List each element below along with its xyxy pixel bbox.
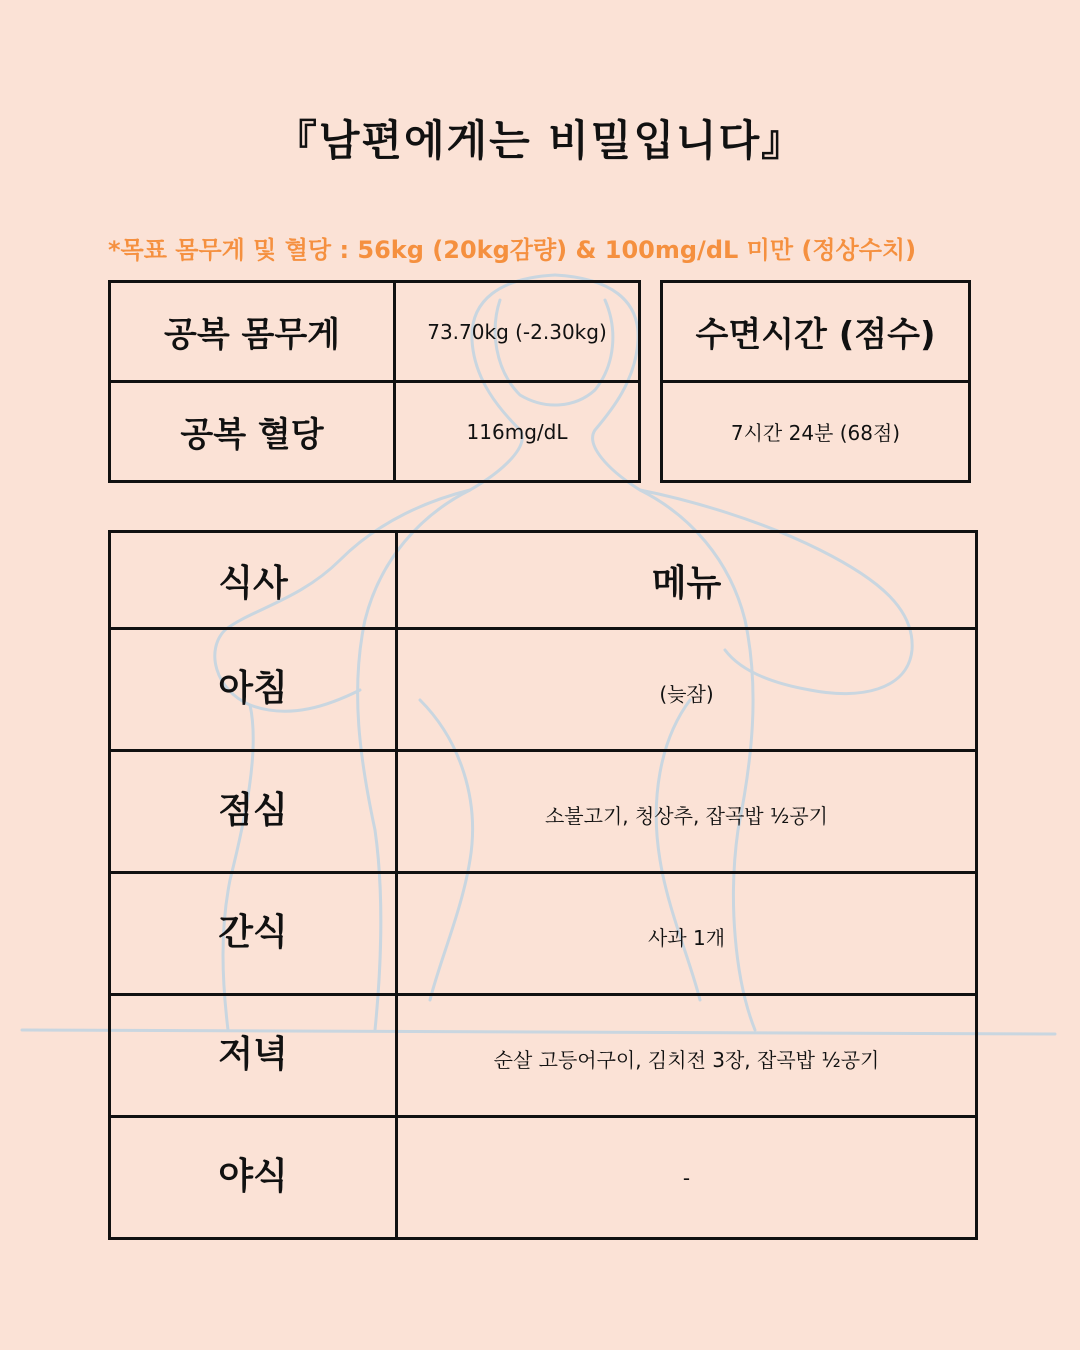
meal-dinner: 저녁	[110, 995, 397, 1117]
page-title: 『남편에게는 비밀입니다』	[274, 116, 806, 165]
menu-column-header: 메뉴	[397, 532, 977, 629]
metrics-table	[108, 280, 641, 483]
sleep-label: 수면시간 (점수)	[662, 282, 970, 382]
meal-column-header: 식사	[110, 532, 397, 629]
goal-text: *목표 몸무게 및 혈당 : 56kg (20kg감량) & 100mg/dL 미만 (정상수치)	[108, 236, 917, 264]
table-row	[110, 629, 977, 751]
menu-breakfast: (늦잠)	[397, 629, 977, 751]
menu-snack: 사과 1개	[397, 873, 977, 995]
fasting-sugar-value: 116mg/dL	[395, 382, 640, 482]
table-row	[110, 282, 640, 382]
meal-breakfast: 아침	[110, 629, 397, 751]
table-row	[110, 382, 640, 482]
table-row	[110, 751, 977, 873]
meals-header-row	[110, 532, 977, 629]
table-row	[110, 873, 977, 995]
meal-late-night: 야식	[110, 1117, 397, 1239]
menu-dinner: 순살 고등어구이, 김치전 3장, 잡곡밥 ½공기	[397, 995, 977, 1117]
meal-snack: 간식	[110, 873, 397, 995]
meals-table	[108, 530, 978, 1240]
sleep-value: 7시간 24분 (68점)	[662, 382, 970, 482]
fasting-weight-value: 73.70kg (-2.30kg)	[395, 282, 640, 382]
table-row	[662, 282, 970, 382]
fasting-sugar-label: 공복 혈당	[110, 382, 395, 482]
fasting-weight-label: 공복 몸무게	[110, 282, 395, 382]
table-row	[110, 1117, 977, 1239]
menu-lunch: 소불고기, 청상추, 잡곡밥 ½공기	[397, 751, 977, 873]
table-row	[110, 995, 977, 1117]
sleep-table	[660, 280, 971, 483]
meal-lunch: 점심	[110, 751, 397, 873]
menu-late-night: -	[397, 1117, 977, 1239]
table-row	[662, 382, 970, 482]
